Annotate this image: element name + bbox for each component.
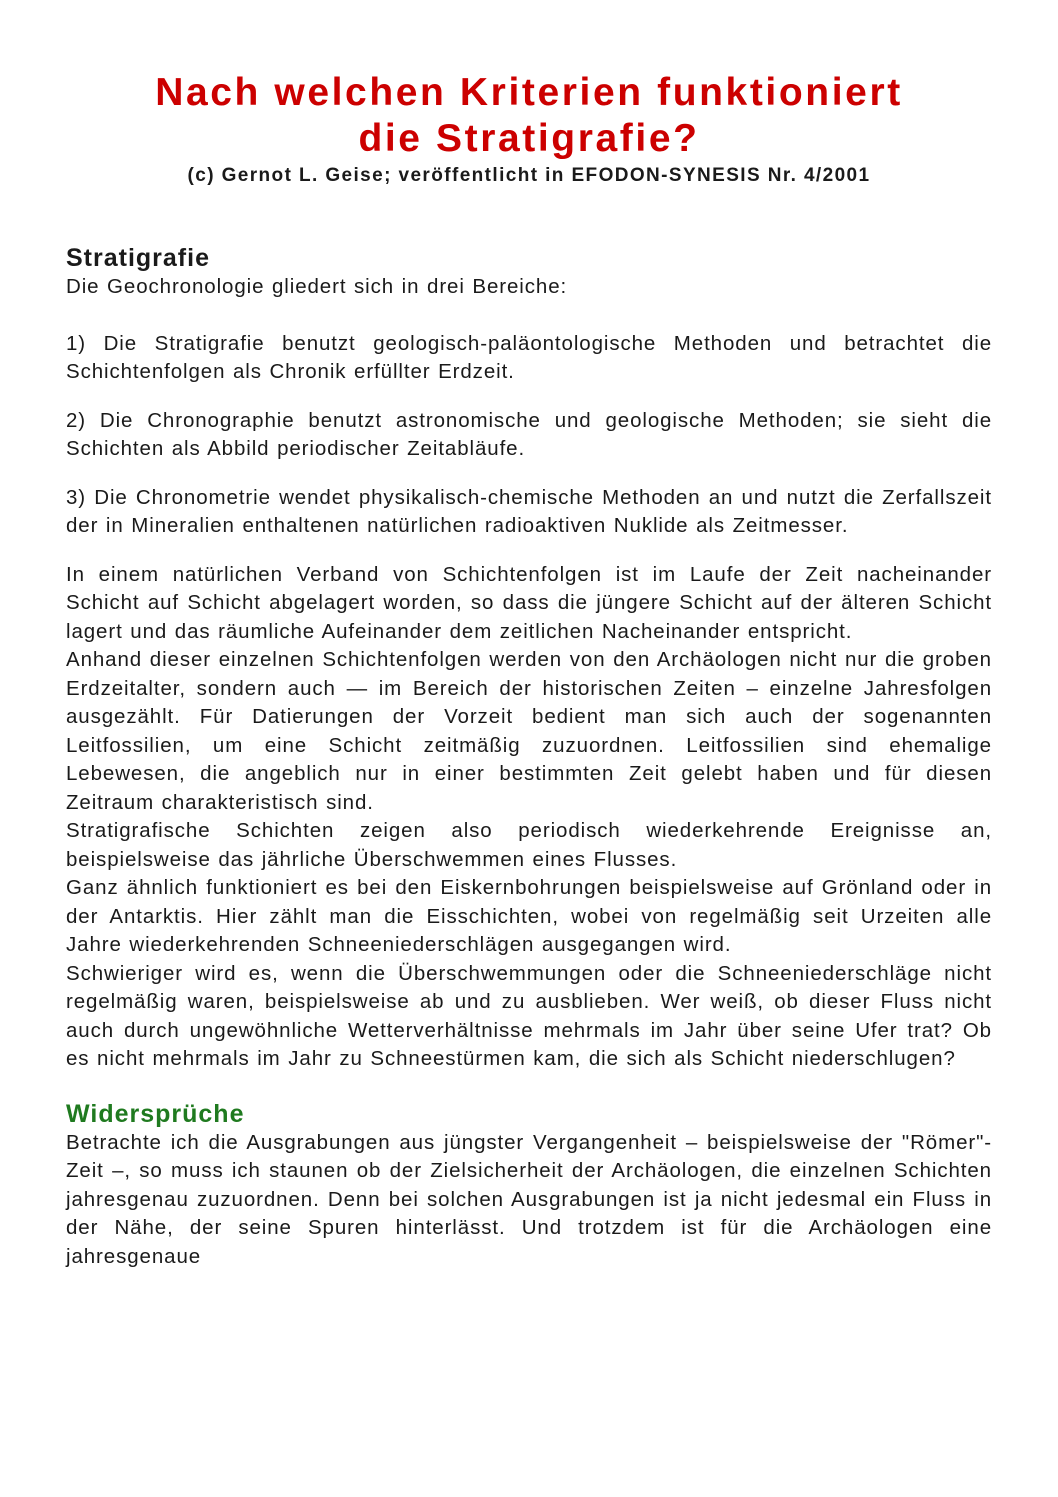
list-item-2: 2) Die Chronographie benutzt astronomische und geologische Methoden; sie sieht die Schichten als Abbild periodischer Zeitabläufe. xyxy=(66,408,992,460)
document-title xyxy=(66,70,992,162)
paragraph-schichtenfolgen: Anhand dieser einzelnen Schichtenfolgen werden von den Archäologen nicht nur die groben Erdzeitalter, sondern auch — im Bereich der historischen Zeiten – einzelne Jahresfolgen ausgezählt. Für Datierungen der Vorzeit bedient man sich auch der sogenannten Leitfossilien, um eine Schicht zeitmäßig zuzuordnen. Leitfossilien sind ehemalige Lebewesen, die angeblich nur in einer bestimmten Zeit gelebt haben und für diesen Zeitraum charakteristisch sind. xyxy=(66,648,992,814)
paragraph-verband: In einem natürlichen Verband von Schichtenfolgen ist im Laufe der Zeit nacheinander Schicht auf Schicht abgelagert worden, so dass die jüngere Schicht auf der älteren Schicht lagert und das räumliche Aufeinander dem zeitlichen Nacheinander entspricht. xyxy=(66,562,992,643)
list-item-3: 3) Die Chronometrie wendet physikalisch-chemische Methoden an und nutzt die Zerfallszeit der in Mineralien enthaltenen natürlichen radioaktiven Nuklide als Zeitmesser. xyxy=(66,485,992,537)
paragraph-ausgrabungen: Betrachte ich die Ausgrabungen aus jüngster Vergangenheit – beispielsweise der "Römer"-Zeit –, so muss ich staunen ob der Zielsicherheit der Archäologen, die einzelnen Schichten jahresgenau zuzuordnen. Denn bei solchen Ausgrabungen ist ja nicht jedesmal ein Fluss in der Nähe, der seine Spuren hinterlässt. Und trotzdem ist für die Archäologen eine jahresgenaue xyxy=(66,1130,992,1268)
section-heading-stratigrafie: Stratigrafie xyxy=(66,244,210,272)
section-heading-widersprueche: Widersprüche xyxy=(66,1099,245,1128)
paragraph-schwieriger: Schwieriger wird es, wenn die Überschwemmungen oder die Schneeniederschläge nicht regelmäßig waren, beispielsweise ab und zu ausblieben. Wer weiß, ob dieser Fluss nicht auch durch ungewöhnliche Wetterverhältnisse mehrmals im Jahr über seine Ufer trat? Ob es nicht mehrmals im Jahr zu Schneestürmen kam, die sich als Schicht niederschlugen? xyxy=(66,961,992,1070)
byline: (c) Gernot L. Geise; veröffentlicht in EFODON-SYNESIS Nr. 4/2001 xyxy=(187,165,871,186)
document-page xyxy=(66,70,992,1271)
intro-paragraph: Die Geochronologie gliedert sich in drei Bereiche: xyxy=(66,275,568,298)
title-line-2: die Stratigrafie? xyxy=(358,117,700,160)
list-item-1: 1) Die Stratigrafie benutzt geologisch-paläontologische Methoden und betrachtet die Schichtenfolgen als Chronik erfüllter Erdzeit. xyxy=(66,331,992,383)
title-line-1: Nach welchen Kriterien funktioniert xyxy=(155,71,903,114)
paragraph-eiskernbohrungen: Ganz ähnlich funktioniert es bei den Eiskernbohrungen beispielsweise auf Grönland oder in der Antarktis. Hier zählt man die Eisschichten, wobei von regelmäßig seit Urzeiten alle Jahre wiederkehrenden Schneeniederschlägen ausgegangen wird. xyxy=(66,876,992,956)
paragraph-stratigrafische-schichten: Stratigrafische Schichten zeigen also periodisch wiederkehrende Ereignisse an, beispielsweise das jährliche Überschwemmen eines Flusses. xyxy=(66,819,992,871)
